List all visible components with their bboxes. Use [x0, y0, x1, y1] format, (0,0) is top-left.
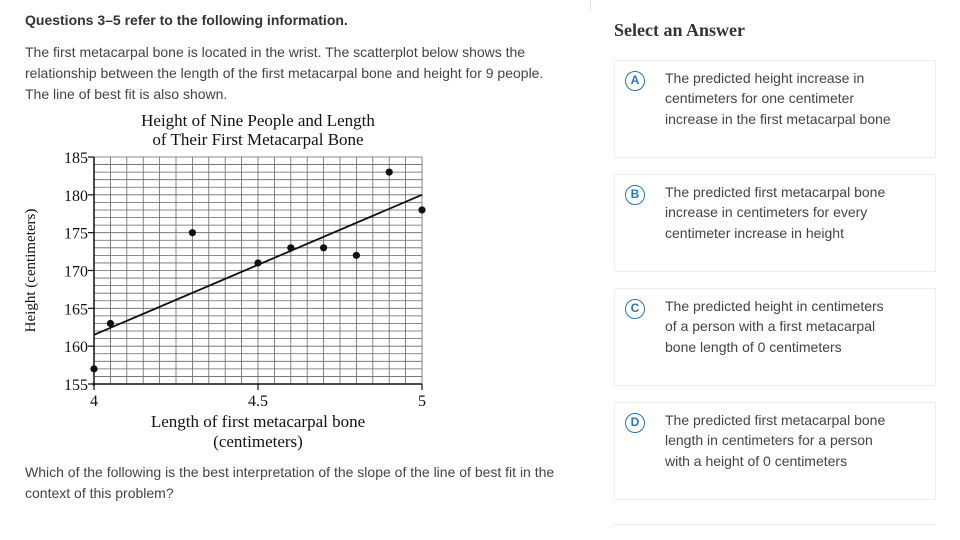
data-point — [353, 252, 360, 259]
y-axis-label: Height (centimeters) — [23, 208, 39, 333]
panel-divider — [590, 0, 591, 10]
questions-header: Questions 3–5 refer to the following information. — [25, 12, 348, 28]
y-tick-label: 180 — [64, 187, 88, 205]
chart-title-line1: Height of Nine People and Length — [141, 111, 375, 130]
data-point — [418, 206, 425, 213]
question-text: Which of the following is the best interpretation of the slope of the line of best fit in the context of this problem? — [25, 464, 555, 501]
y-tick-label: 170 — [64, 263, 88, 281]
data-point — [90, 365, 97, 372]
answer-option-c[interactable] — [614, 288, 936, 386]
answer-panel — [600, 0, 960, 540]
data-point — [287, 244, 294, 251]
data-point — [254, 259, 261, 266]
option-letter-d: D — [625, 413, 645, 433]
select-answer-title: Select an Answer — [614, 20, 745, 40]
data-point — [320, 244, 327, 251]
chart-grid — [94, 157, 422, 384]
chart-title-line2: of Their First Metacarpal Bone — [152, 130, 364, 149]
x-tick-label: 4 — [90, 393, 98, 410]
scatterplot — [20, 108, 440, 458]
option-letter-a: A — [625, 71, 645, 91]
option-text-c: The predicted height in centimeters of a person with a first metacarpal bone length of 0 centimeters — [665, 298, 884, 355]
option-text-d: The predicted first metacarpal bone length in centimeters for a person with a height of 0 centimeters — [665, 412, 886, 469]
intro-text: The first metacarpal bone is located in the wrist. The scatterplot below shows the relationship between the length of the first metacarpal bone and height for 9 people. The line of best fit is also shown. — [25, 44, 544, 102]
bottom-rule — [614, 524, 936, 525]
option-letter-b: B — [625, 185, 645, 205]
data-point — [107, 320, 114, 327]
x-axis-label-line2: (centimeters) — [213, 432, 303, 451]
option-text-a: The predicted height increase in centimeters for one centimeter increase in the first metacarpal bone — [665, 70, 891, 127]
y-tick-label: 185 — [64, 150, 88, 167]
y-tick-label: 175 — [64, 225, 88, 243]
answer-option-d[interactable] — [614, 402, 936, 500]
y-tick-label: 155 — [64, 377, 88, 394]
scatterplot-svg — [20, 108, 440, 453]
y-tick-label: 165 — [64, 301, 88, 319]
y-tick-label: 160 — [64, 339, 88, 357]
x-tick-label: 4.5 — [248, 393, 268, 410]
chart-axes — [88, 157, 422, 390]
data-point — [189, 229, 196, 236]
x-tick-label: 5 — [418, 393, 426, 410]
answer-option-b[interactable] — [614, 174, 936, 272]
option-text-b: The predicted first metacarpal bone increase in centimeters for every centimeter increase in height — [665, 184, 886, 241]
x-axis-label-line1: Length of first metacarpal bone — [150, 412, 366, 431]
data-point — [386, 169, 393, 176]
answer-option-a[interactable] — [614, 60, 936, 158]
option-letter-c: C — [625, 299, 645, 319]
chart-tick-labels — [64, 150, 426, 410]
